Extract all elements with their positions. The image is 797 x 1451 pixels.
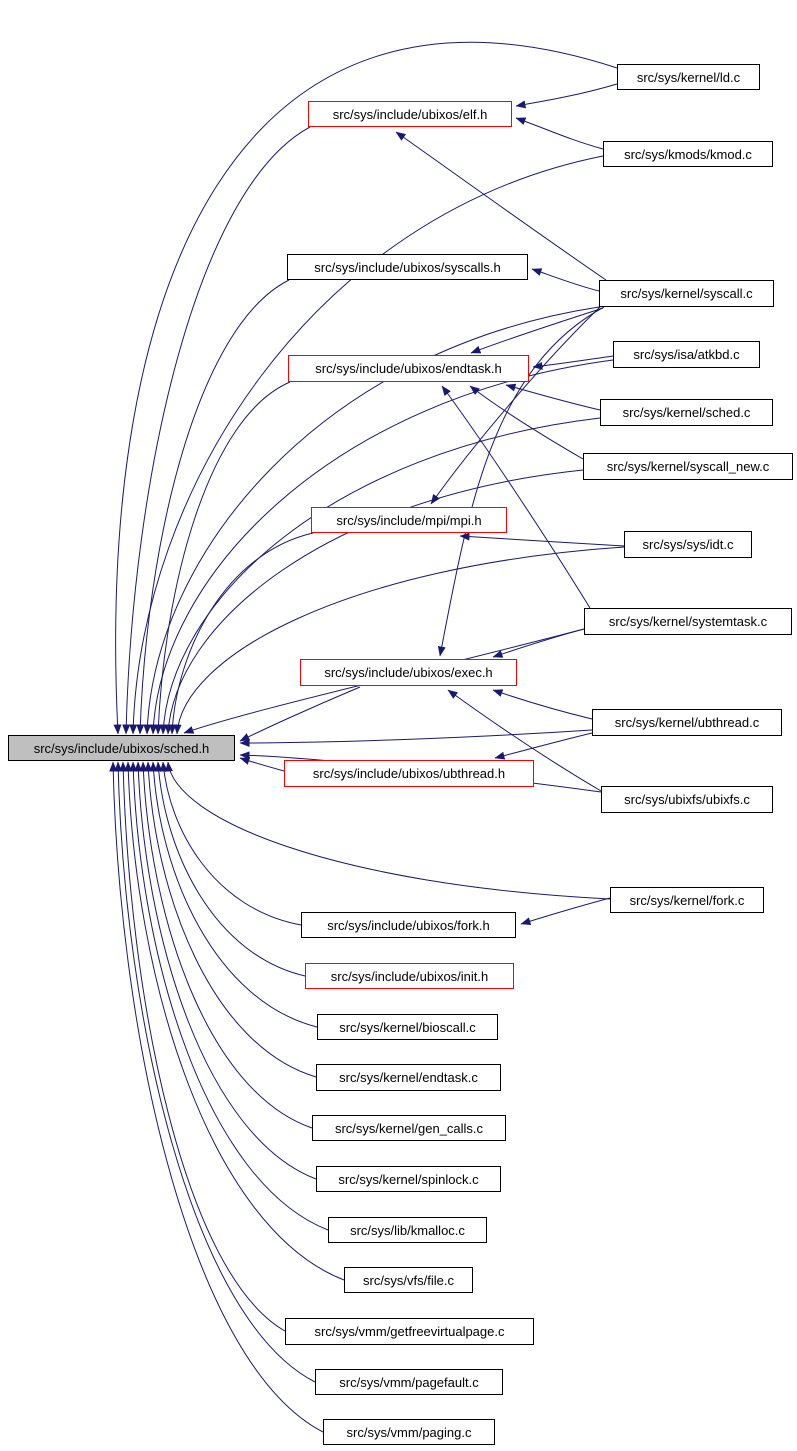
graph-node-label: src/sys/sys/idt.c [642, 537, 734, 552]
graph-node-getfreevirtualpage_c[interactable] [285, 1318, 534, 1345]
graph-node-label: src/sys/kernel/bioscall.c [339, 1019, 476, 1035]
graph-node-label: src/sys/kernel/syscall_new.c [606, 459, 770, 474]
graph-edge-fork_h-to-sched_h [163, 762, 301, 925]
graph-edge-sched_c-to-sched_h [163, 418, 600, 734]
graph-node-fork_h[interactable] [301, 912, 516, 938]
graph-node-ubixfs_c[interactable] [601, 786, 773, 813]
graph-edge-kmod_c-to-elf_h [516, 118, 603, 149]
graph-node-spinlock_c[interactable] [316, 1166, 501, 1192]
graph-edge-systemtask_c-to-endtask_h [442, 386, 590, 608]
graph-node-label: src/sys/vmm/pagefault.c [339, 1374, 479, 1390]
graph-node-label: src/sys/include/ubixos/fork.h [327, 917, 490, 933]
graph-node-label: src/sys/vmm/getfreevirtualpage.c [314, 1324, 505, 1339]
graph-node-label: src/sys/lib/kmalloc.c [350, 1222, 465, 1238]
graph-node-label: src/sys/ubixfs/ubixfs.c [624, 792, 750, 807]
graph-node-label: src/sys/kernel/fork.c [629, 892, 745, 908]
graph-node-ld_c[interactable] [617, 64, 760, 90]
graph-edge-pagefault_c-to-sched_h [118, 762, 315, 1382]
graph-node-exec_h[interactable] [300, 659, 517, 686]
graph-node-paging_c[interactable] [323, 1419, 495, 1445]
graph-node-label: src/sys/vfs/file.c [362, 1272, 454, 1288]
graph-node-label: src/sys/include/ubixos/elf.h [332, 106, 488, 122]
graph-node-sched_c[interactable] [600, 399, 773, 426]
graph-node-label: src/sys/include/ubixos/init.h [330, 968, 489, 984]
graph-node-endtask_c[interactable] [316, 1064, 501, 1091]
graph-node-pagefault_c[interactable] [315, 1369, 503, 1395]
graph-edge-syscall_c-to-mpi_h [431, 306, 601, 504]
graph-node-kmod_c[interactable] [603, 141, 773, 167]
graph-node-bioscall_c[interactable] [317, 1014, 498, 1040]
graph-edge-idt_c-to-mpi_h [460, 536, 624, 546]
graph-node-atkbd_c[interactable] [613, 341, 760, 368]
graph-node-label: src/sys/kernel/spinlock.c [338, 1171, 479, 1187]
graph-edge-idt_c-to-sched_h [177, 547, 624, 734]
graph-node-label: src/sys/kernel/ubthread.c [614, 715, 760, 730]
graph-edge-bioscall_c-to-sched_h [153, 762, 317, 1027]
graph-edge-init_h-to-sched_h [158, 762, 305, 976]
graph-node-label: src/sys/include/ubixos/endtask.h [315, 361, 502, 376]
graph-node-label: src/sys/vmm/paging.c [346, 1424, 472, 1440]
graph-node-mpi_h[interactable] [311, 507, 507, 533]
graph-node-syscalls_h[interactable] [287, 254, 528, 280]
graph-node-file_c[interactable] [344, 1267, 473, 1293]
graph-edge-ubthread_c-to-ubthread_h [495, 733, 592, 758]
graph-node-label: src/sys/kernel/gen_calls.c [334, 1120, 484, 1136]
graph-node-systemtask_c[interactable] [584, 608, 792, 635]
graph-edge-kmod_c-to-sched_h [133, 156, 603, 734]
graph-edge-mpi_h-to-sched_h [172, 533, 313, 734]
graph-node-label: src/sys/kmods/kmod.c [624, 146, 752, 162]
graph-node-fork_c[interactable] [610, 887, 764, 913]
graph-edge-fork_c-to-fork_h [521, 898, 610, 924]
graph-node-elf_h[interactable] [308, 101, 512, 127]
graph-node-label: src/sys/kernel/sched.c [622, 405, 751, 420]
graph-edge-exec_h-to-sched_h [240, 687, 360, 741]
graph-node-label: src/sys/include/ubixos/ubthread.h [312, 766, 506, 781]
graph-node-label: src/sys/kernel/endtask.c [339, 1070, 478, 1085]
graph-edge-gen_calls_c-to-sched_h [143, 762, 312, 1128]
graph-edge-ubthread_c-to-sched_h [240, 730, 592, 743]
graph-node-label: src/sys/include/ubixos/sched.h [33, 740, 210, 756]
graph-node-syscall_c[interactable] [599, 280, 774, 307]
graph-node-label: src/sys/include/mpi/mpi.h [336, 512, 482, 528]
graph-edge-syscall_c-to-syscalls_h [532, 269, 599, 291]
graph-node-idt_c[interactable] [624, 531, 752, 558]
graph-edge-ld_c-to-sched_h [116, 42, 617, 734]
graph-node-label: src/sys/include/ubixos/exec.h [324, 665, 493, 680]
graph-edge-ubthread_c-to-exec_h [493, 690, 592, 719]
graph-edge-ubthread_h-to-sched_h [240, 758, 284, 771]
graph-edge-syscalls_h-to-sched_h [140, 280, 289, 734]
graph-node-sched_h [8, 735, 235, 761]
graph-edge-kmalloc_c-to-sched_h [133, 762, 328, 1230]
graph-edge-systemtask_c-to-exec_h [493, 629, 584, 657]
graph-node-ubthread_h[interactable] [284, 760, 534, 787]
graph-edge-endtask_h-to-sched_h [158, 382, 290, 734]
graph-node-ubthread_c[interactable] [592, 709, 782, 736]
graph-node-label: src/sys/kernel/ld.c [636, 69, 741, 85]
graph-edge-syscall_c-to-endtask_h [471, 308, 603, 353]
graph-node-syscall_new_c[interactable] [583, 453, 793, 480]
graph-node-gen_calls_c[interactable] [312, 1115, 506, 1141]
graph-node-label: src/sys/kernel/systemtask.c [608, 614, 768, 629]
graph-node-label: src/sys/isa/atkbd.c [633, 347, 740, 362]
graph-node-endtask_h[interactable] [288, 355, 529, 382]
graph-node-kmalloc_c[interactable] [328, 1217, 487, 1243]
graph-edge-ld_c-to-elf_h [516, 84, 617, 106]
graph-edge-elf_h-to-sched_h [126, 127, 310, 734]
graph-node-label: src/sys/kernel/syscall.c [620, 286, 753, 301]
graph-node-label: src/sys/include/ubixos/syscalls.h [314, 259, 501, 275]
graph-node-init_h[interactable] [305, 963, 514, 989]
